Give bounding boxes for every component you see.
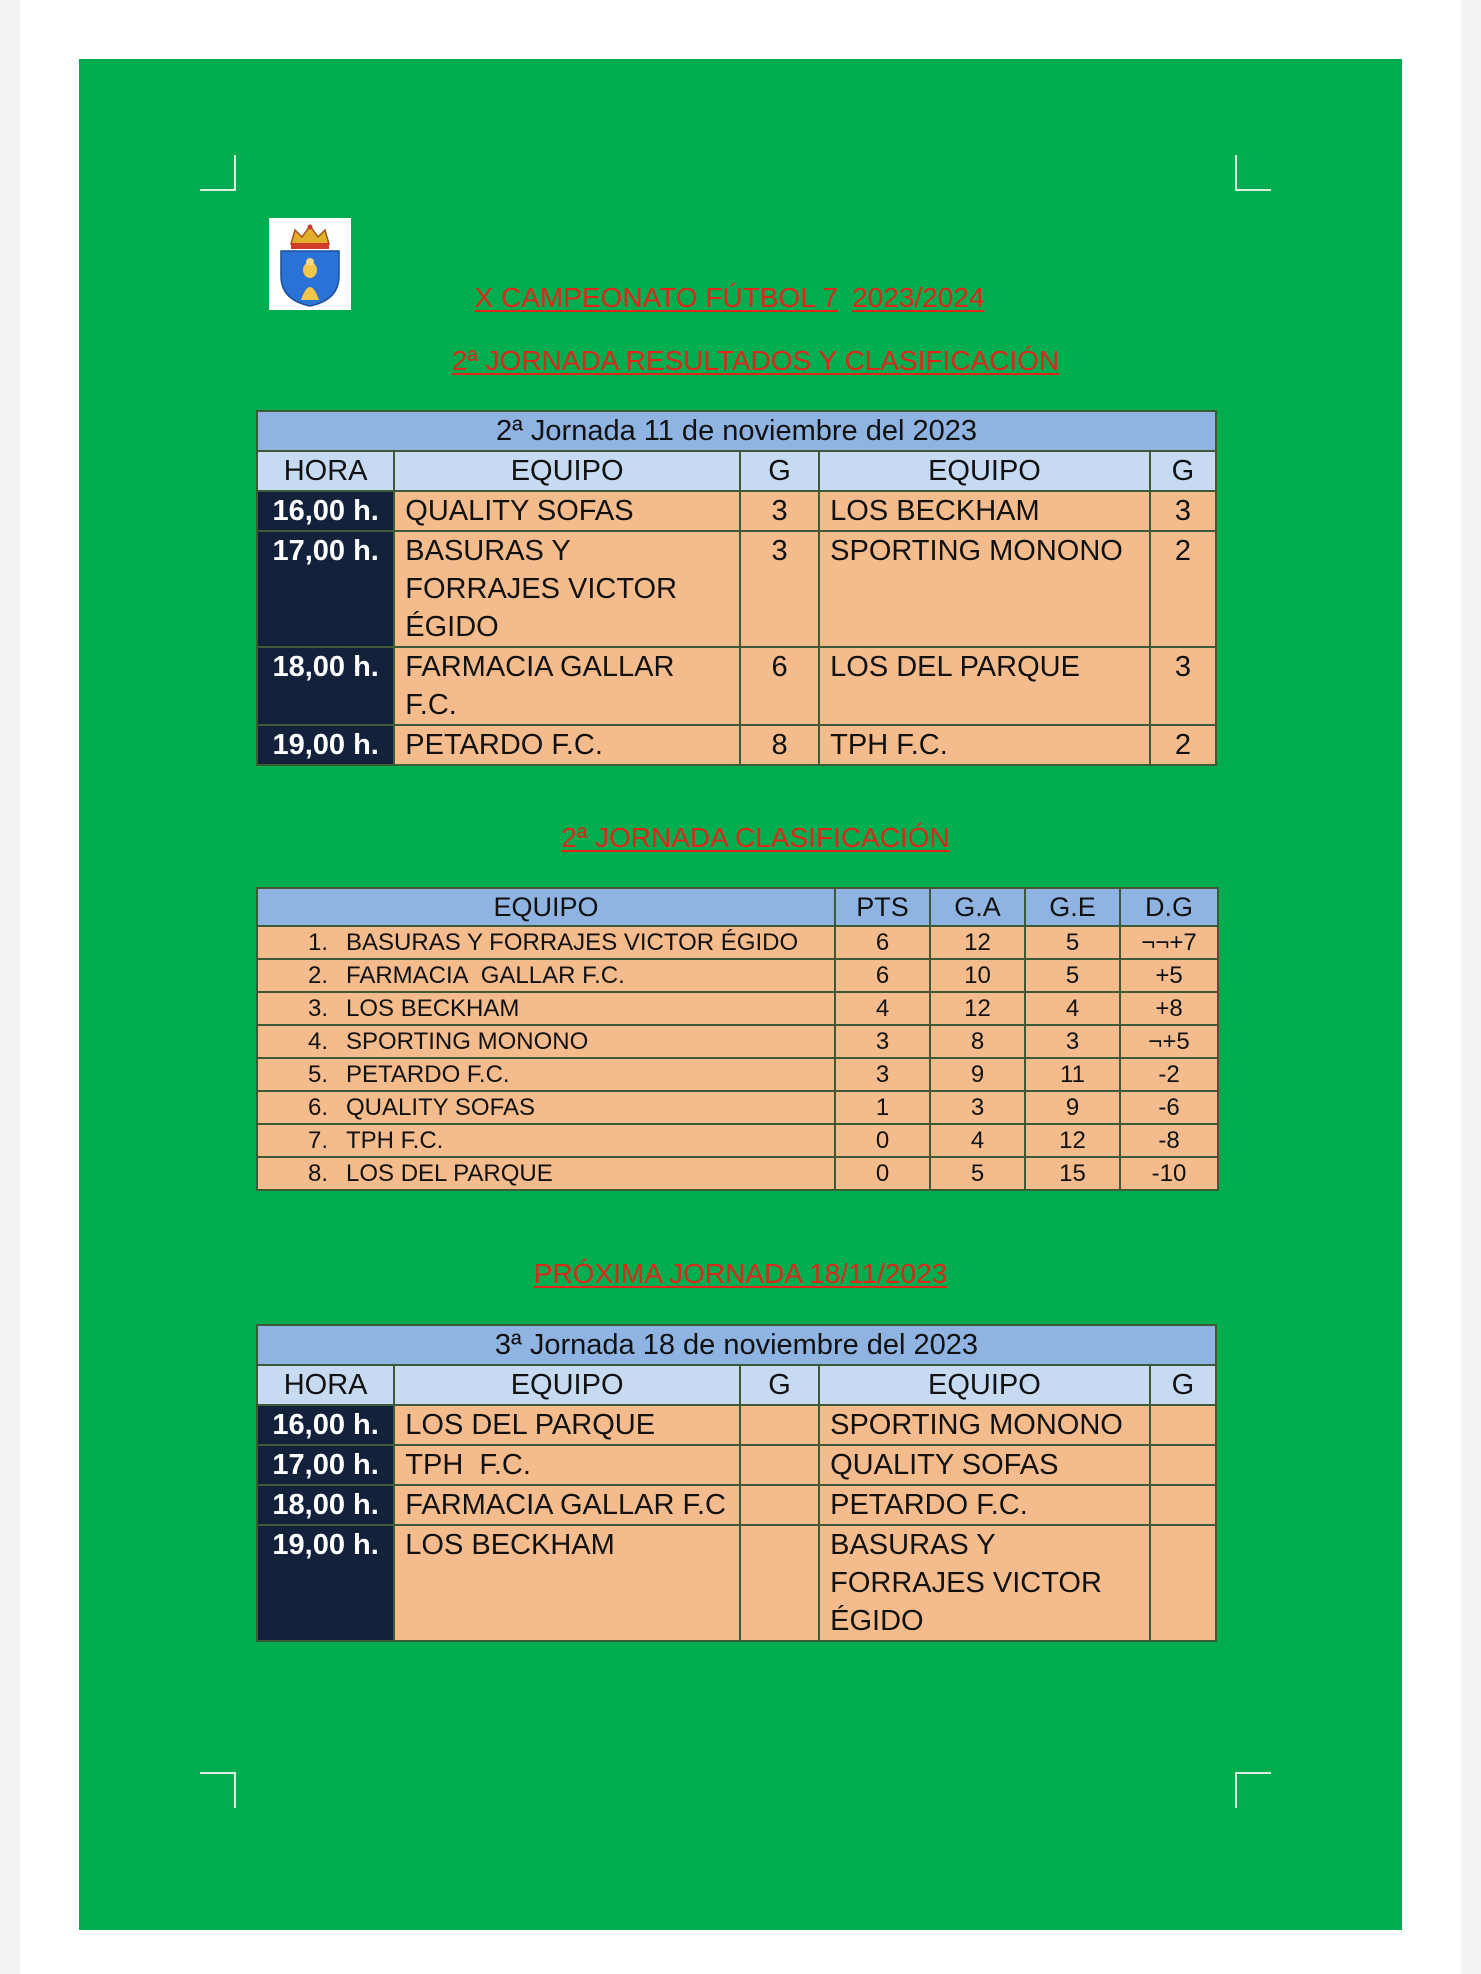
- match-time: 17,00 h.: [257, 531, 394, 647]
- team-name: BASURAS Y FORRAJES VICTOR ÉGIDO: [346, 929, 799, 956]
- goal-difference: +8: [1120, 992, 1218, 1025]
- match-time: 18,00 h.: [257, 1485, 394, 1525]
- results-caption: 2ª Jornada 11 de noviembre del 2023: [257, 411, 1216, 451]
- goals-against: 5: [1025, 926, 1120, 959]
- home-goals: 3: [740, 531, 819, 647]
- next-round-heading: PRÓXIMA JORNADA 18/11/2023: [533, 1258, 948, 1289]
- team-cell: [257, 959, 835, 992]
- goal-difference: -8: [1120, 1124, 1218, 1157]
- points: 6: [835, 926, 930, 959]
- col-equipo-away: EQUIPO: [819, 1365, 1150, 1405]
- home-goals: [740, 1525, 819, 1641]
- match-time: 19,00 h.: [257, 1525, 394, 1641]
- col-equipo: EQUIPO: [257, 888, 835, 926]
- team-name: SPORTING MONONO: [346, 1028, 589, 1055]
- col-hora: HORA: [257, 1365, 394, 1405]
- away-team: LOS BECKHAM: [819, 491, 1150, 531]
- position: 6.: [308, 1094, 329, 1121]
- crop-mark-top-right: [1235, 155, 1271, 191]
- goals-against: 3: [1025, 1025, 1120, 1058]
- home-goals: [740, 1445, 819, 1485]
- points: 4: [835, 992, 930, 1025]
- match-time: 19,00 h.: [257, 725, 394, 765]
- table-row: [257, 992, 1218, 1025]
- match-time: 16,00 h.: [257, 491, 394, 531]
- away-goals: [1150, 1405, 1216, 1445]
- away-team: SPORTING MONONO: [819, 531, 1150, 647]
- team-name: PETARDO F.C.: [346, 1061, 510, 1088]
- goals-for: 8: [930, 1025, 1025, 1058]
- away-goals: [1150, 1445, 1216, 1485]
- col-equipo-home: EQUIPO: [394, 1365, 740, 1405]
- home-team: FARMACIA GALLAR F.C: [394, 1485, 740, 1525]
- team-cell: [257, 992, 835, 1025]
- position: 3.: [308, 995, 329, 1022]
- team-cell: [257, 1124, 835, 1157]
- team-cell: [257, 1157, 835, 1190]
- team-name: QUALITY SOFAS: [346, 1094, 535, 1121]
- home-goals: [740, 1485, 819, 1525]
- goal-difference: +5: [1120, 959, 1218, 992]
- points: 3: [835, 1058, 930, 1091]
- col-dg: D.G: [1120, 888, 1218, 926]
- away-goals: 2: [1150, 531, 1216, 647]
- away-team: SPORTING MONONO: [819, 1405, 1150, 1445]
- position: 5.: [308, 1061, 329, 1088]
- goals-against: 4: [1025, 992, 1120, 1025]
- table-row: [257, 1485, 1216, 1525]
- goals-for: 12: [930, 926, 1025, 959]
- season-text: 2023/2024: [852, 282, 985, 313]
- title-text: X CAMPEONATO FÚTBOL 7: [474, 282, 839, 313]
- goal-difference: ¬¬+7: [1120, 926, 1218, 959]
- table-row: [257, 1091, 1218, 1124]
- col-pts: PTS: [835, 888, 930, 926]
- away-team: LOS DEL PARQUE: [819, 647, 1150, 725]
- goals-for: 3: [930, 1091, 1025, 1124]
- crop-mark-bottom-left: [200, 1772, 236, 1808]
- col-hora: HORA: [257, 451, 394, 491]
- goal-difference: -2: [1120, 1058, 1218, 1091]
- table-row: [257, 1405, 1216, 1445]
- points: 3: [835, 1025, 930, 1058]
- table-row: [257, 1445, 1216, 1485]
- goals-against: 5: [1025, 959, 1120, 992]
- col-equipo-away: EQUIPO: [819, 451, 1150, 491]
- col-goals-away: G: [1150, 1365, 1216, 1405]
- championship-title: [34, 282, 1425, 314]
- table-row: [257, 531, 1216, 647]
- team-cell: [257, 1025, 835, 1058]
- table-row: [257, 1157, 1218, 1190]
- goals-against: 9: [1025, 1091, 1120, 1124]
- away-team: QUALITY SOFAS: [819, 1445, 1150, 1485]
- col-goals-home: G: [740, 451, 819, 491]
- points: 0: [835, 1124, 930, 1157]
- home-goals: [740, 1405, 819, 1445]
- position: 2.: [308, 962, 329, 989]
- goal-difference: ¬+5: [1120, 1025, 1218, 1058]
- col-goals-home: G: [740, 1365, 819, 1405]
- points: 1: [835, 1091, 930, 1124]
- col-ga: G.A: [930, 888, 1025, 926]
- next-round-caption: 3ª Jornada 18 de noviembre del 2023: [257, 1325, 1216, 1365]
- team-name: FARMACIA GALLAR F.C.: [346, 962, 625, 989]
- goals-against: 11: [1025, 1058, 1120, 1091]
- home-team: PETARDO F.C.: [394, 725, 740, 765]
- table-row: [257, 725, 1216, 765]
- table-row: [257, 1124, 1218, 1157]
- away-goals: 2: [1150, 725, 1216, 765]
- goals-against: 15: [1025, 1157, 1120, 1190]
- home-team: TPH F.C.: [394, 1445, 740, 1485]
- goals-for: 4: [930, 1124, 1025, 1157]
- away-goals: 3: [1150, 491, 1216, 531]
- away-goals: 3: [1150, 647, 1216, 725]
- home-team: QUALITY SOFAS: [394, 491, 740, 531]
- position: 1.: [308, 929, 329, 956]
- results-heading: 2ª JORNADA RESULTADOS Y CLASIFICACIÓN: [451, 345, 1060, 376]
- goals-for: 5: [930, 1157, 1025, 1190]
- table-row: [257, 926, 1218, 959]
- team-cell: [257, 926, 835, 959]
- home-team: BASURAS Y FORRAJES VICTOR ÉGIDO: [394, 531, 740, 647]
- col-ge: G.E: [1025, 888, 1120, 926]
- match-time: 16,00 h.: [257, 1405, 394, 1445]
- away-goals: [1150, 1485, 1216, 1525]
- position: 4.: [308, 1028, 329, 1055]
- goals-against: 12: [1025, 1124, 1120, 1157]
- next-round-table: [256, 1324, 1217, 1642]
- team-name: LOS DEL PARQUE: [346, 1160, 553, 1187]
- home-team: LOS DEL PARQUE: [394, 1405, 740, 1445]
- home-team: LOS BECKHAM: [394, 1525, 740, 1641]
- away-team: PETARDO F.C.: [819, 1485, 1150, 1525]
- goal-difference: -10: [1120, 1157, 1218, 1190]
- position: 8.: [308, 1160, 329, 1187]
- team-name: LOS BECKHAM: [346, 995, 520, 1022]
- home-goals: 3: [740, 491, 819, 531]
- standings-table: [256, 887, 1219, 1191]
- crop-mark-bottom-right: [1235, 1772, 1271, 1808]
- position: 7.: [308, 1127, 329, 1154]
- table-row: [257, 1058, 1218, 1091]
- away-team: TPH F.C.: [819, 725, 1150, 765]
- standings-heading: 2ª JORNADA CLASIFICACIÓN: [561, 822, 950, 853]
- away-team: BASURAS Y FORRAJES VICTOR ÉGIDO: [819, 1525, 1150, 1641]
- home-team: FARMACIA GALLAR F.C.: [394, 647, 740, 725]
- table-row: [257, 647, 1216, 725]
- points: 6: [835, 959, 930, 992]
- table-row: [257, 1525, 1216, 1641]
- away-goals: [1150, 1525, 1216, 1641]
- home-goals: 6: [740, 647, 819, 725]
- col-goals-away: G: [1150, 451, 1216, 491]
- table-row: [257, 491, 1216, 531]
- match-time: 17,00 h.: [257, 1445, 394, 1485]
- table-row: [257, 959, 1218, 992]
- crop-mark-top-left: [200, 155, 236, 191]
- team-cell: [257, 1058, 835, 1091]
- match-time: 18,00 h.: [257, 647, 394, 725]
- table-row: [257, 1025, 1218, 1058]
- goal-difference: -6: [1120, 1091, 1218, 1124]
- col-equipo-home: EQUIPO: [394, 451, 740, 491]
- team-name: TPH F.C.: [346, 1127, 444, 1154]
- results-table: [256, 410, 1217, 766]
- goals-for: 9: [930, 1058, 1025, 1091]
- goals-for: 12: [930, 992, 1025, 1025]
- goals-for: 10: [930, 959, 1025, 992]
- home-goals: 8: [740, 725, 819, 765]
- points: 0: [835, 1157, 930, 1190]
- team-cell: [257, 1091, 835, 1124]
